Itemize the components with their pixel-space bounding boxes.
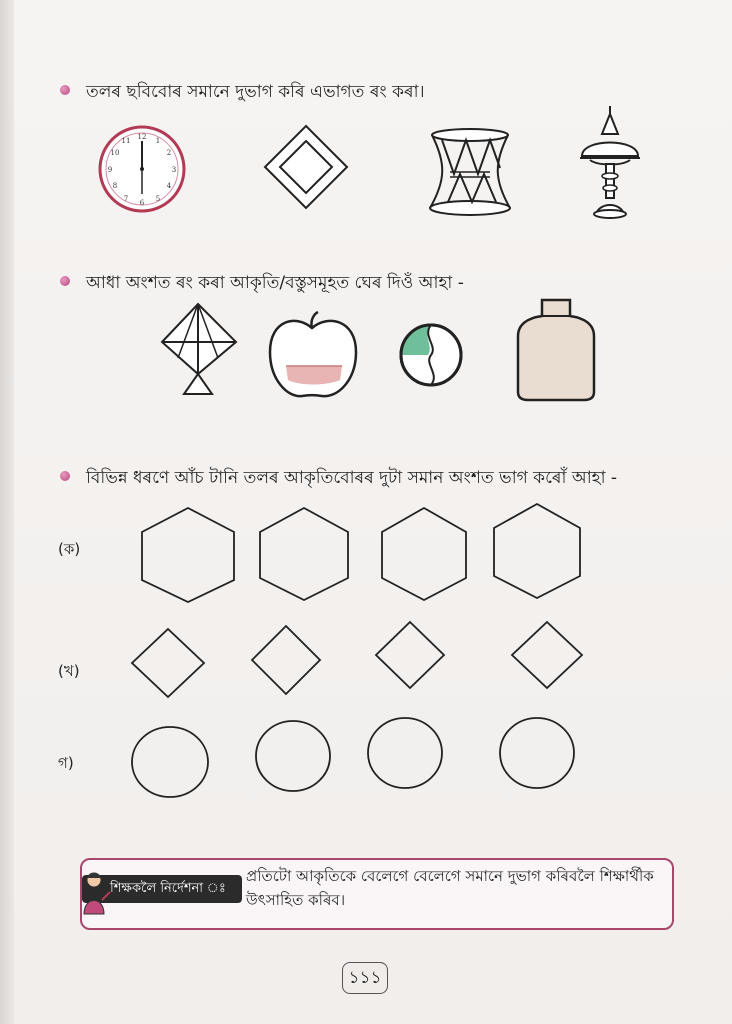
page-number: ১১১ [342,962,388,994]
hexagon-icon [258,506,350,602]
circle-icon [254,719,332,793]
clock-number: 1 [155,137,161,145]
clock-number: 5 [155,195,161,203]
kite-icon [160,302,238,398]
bullet-icon [60,276,70,286]
hexagon-icon [380,506,468,602]
instruction-2: আধা অংশত ৰং কৰা আকৃতি/বস্তুসমূহত ঘেৰ দিওঁ আহা - [86,273,464,293]
clock-number: 8 [112,182,118,190]
circle-icon [498,716,576,790]
row-label-ka: (ক) [58,540,81,558]
row-label-kha: (খ) [58,662,80,680]
apple-icon [266,310,360,400]
jar-icon [514,296,598,402]
teacher-note-label-text: শিক্ষকলৈ নিৰ্দেশনা ঃ [110,881,226,896]
clock-number: 6 [139,199,145,207]
teacher-note-text: প্ৰতিটো আকৃতিকে বেলেগে বেলেগে সমানে দুভাগ কৰিবলৈ শিক্ষাৰ্থীক উৎসাহিত কৰিব। [246,867,654,909]
diamond-icon [510,620,584,690]
clock-number: 9 [107,166,113,174]
diamond-icon [250,624,322,696]
hexagon-icon [492,502,582,600]
bullet-icon [60,471,70,481]
instruction-3: বিভিন্ন ধৰণে আঁচ টানি তলৰ আকৃতিবোৰৰ দুটা সমান অংশত ভাগ কৰোঁ আহা - [86,468,618,488]
bullet-icon [60,85,70,95]
circle-half-icon [398,322,464,388]
clock-number: 11 [121,137,131,145]
clock-number: 10 [110,149,120,157]
teacher-icon [80,870,110,916]
clock-number: 4 [166,182,172,190]
diamond-icon [374,620,446,690]
circle-icon [130,725,210,799]
clock-number: 3 [171,166,177,174]
instruction-1: তলৰ ছবিবোৰ সমানে দুভাগ কৰি এভাগত ৰং কৰা। [86,82,425,102]
clock-number: 12 [137,133,147,141]
drum-icon [428,128,512,218]
lamp-icon [578,106,642,220]
nested-diamond-icon [263,124,349,210]
circle-icon [366,716,444,790]
diamond-icon [130,627,206,699]
row-label-ga: গ) [58,754,74,772]
hexagon-icon [140,506,236,604]
clock-icon [96,126,188,212]
clock-number: 7 [123,195,129,203]
page-spine-shadow [0,0,14,1024]
clock-number: 2 [166,149,172,157]
